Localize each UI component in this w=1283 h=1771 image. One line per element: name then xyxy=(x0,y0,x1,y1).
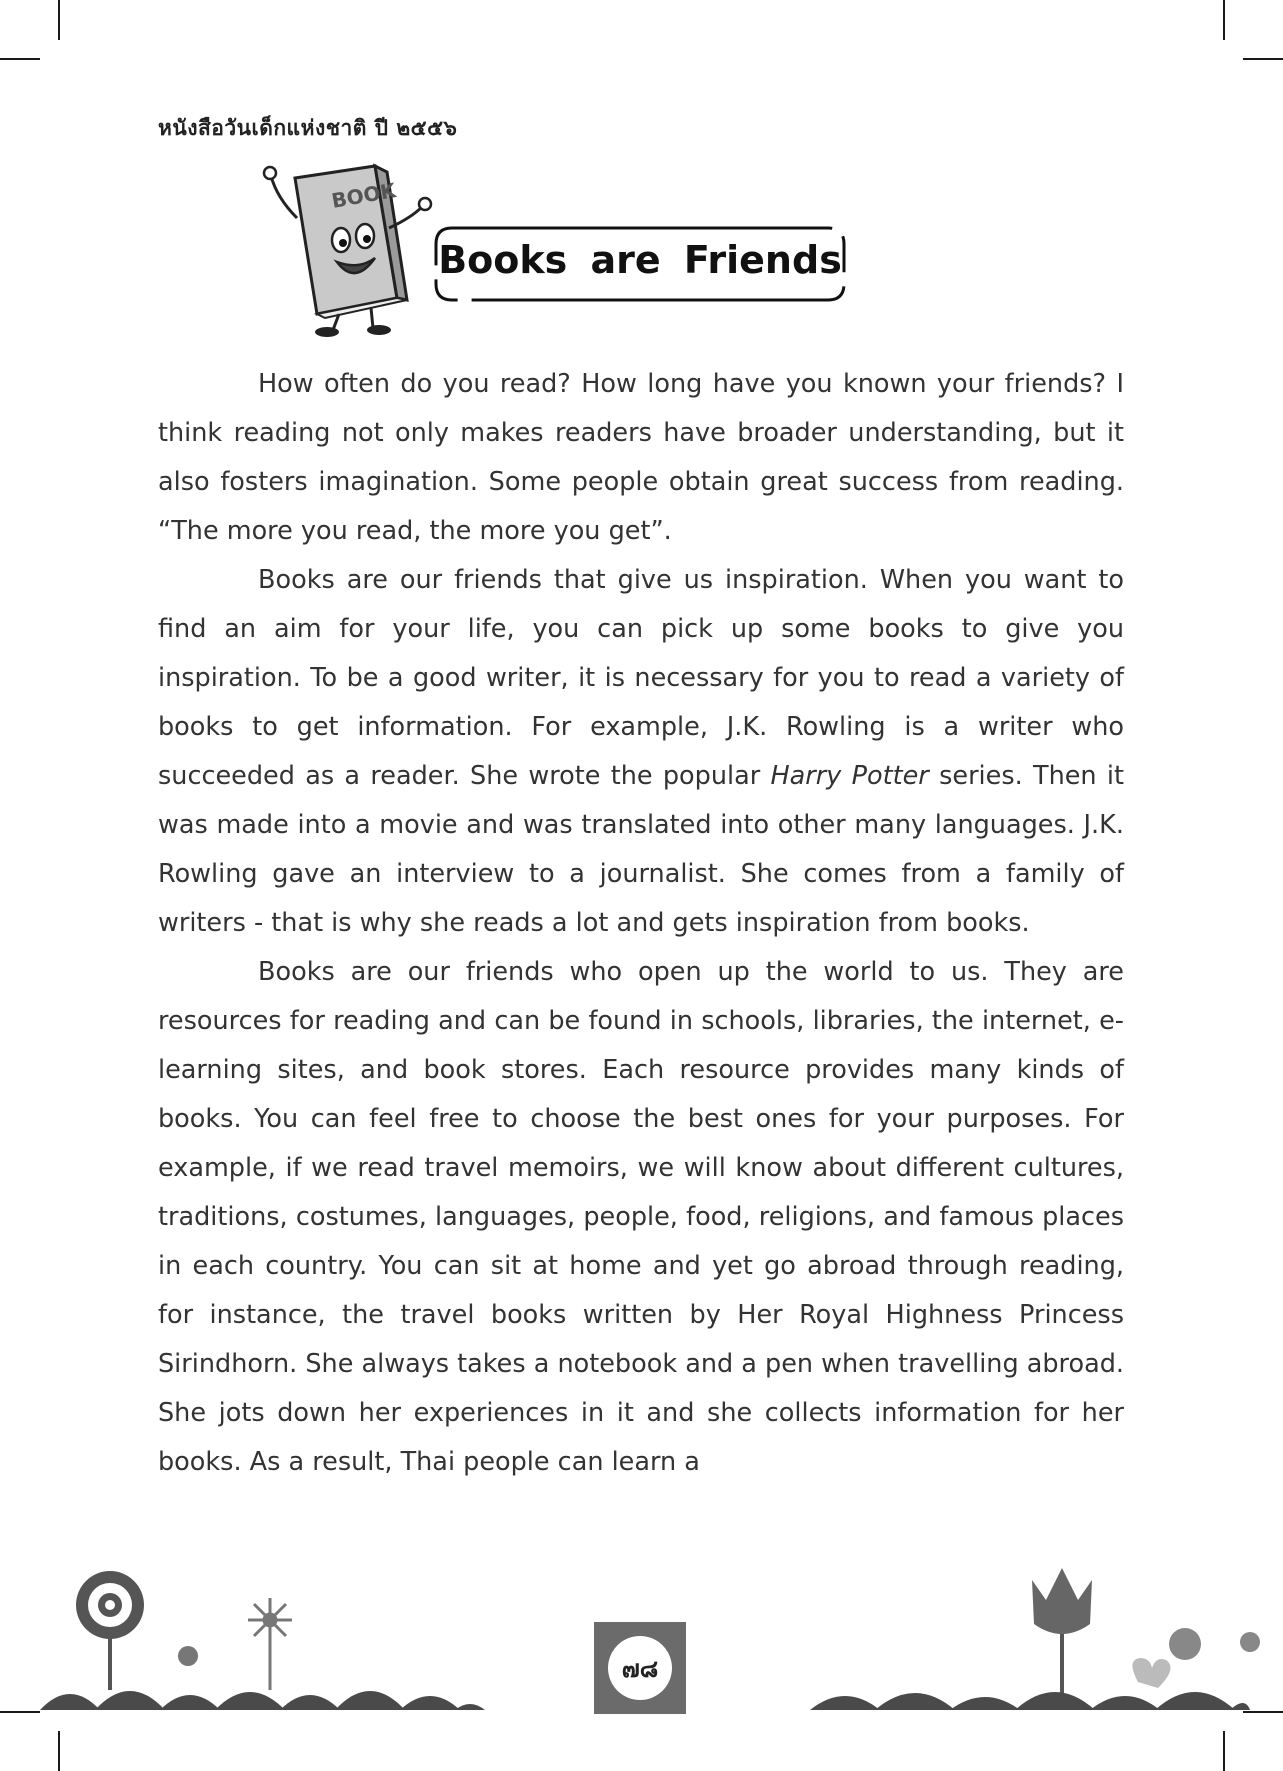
tulip-icon xyxy=(1032,1568,1092,1700)
crop-mark-top-left-horizontal xyxy=(0,58,40,60)
running-header: หนังสือวันเด็กแห่งชาติ ปี ๒๕๕๖ xyxy=(158,115,458,140)
paragraph-3 xyxy=(158,948,1124,1487)
article-body xyxy=(158,360,1124,1487)
hills-right-icon xyxy=(810,1692,1250,1710)
book-title-italic: Harry Potter xyxy=(770,761,929,791)
paragraph-2 xyxy=(158,556,1124,948)
dandelion-icon xyxy=(248,1598,292,1690)
heart-icon xyxy=(1132,1658,1170,1688)
flower-left-icon xyxy=(76,1571,144,1690)
page-number: ๗๘ xyxy=(608,1636,672,1700)
paragraph-2-text: Books are our friends that give us inspiration. When you want to find an aim for your life, you can pick up some books to give you inspiration. To be a good writer, it is necessary for you to read a variety of books to get information. For example, J.K. Rowling is a writer who succeeded as a reader. She wrote the popular xyxy=(158,565,1124,791)
book-cover-label: BOOK xyxy=(329,178,398,213)
paragraph-3-text: Books are our friends who open up the world to us. They are resources for reading and can be found in schools, libraries, the internet, e-learning sites, and book stores. Each resource provides many kinds of books. You can feel free to choose the best ones for your purposes. For example, if we read travel memoirs, we will know about different cultures, traditions, costumes, languages, people, food, religions, and famous places in each country. You can sit at home and yet go abroad through reading, for instance, the travel books written by Her Royal Highness Princess Sirindhorn. She always takes a notebook and a pen when travelling abroad. She jots down her experiences in it and she collects information for her books. As a result, Thai people can learn a xyxy=(158,957,1124,1477)
page-title: Books are Friends xyxy=(438,238,842,282)
crop-mark-top-left-vertical xyxy=(58,0,60,40)
book-mascot-icon xyxy=(255,158,445,338)
paragraph-1 xyxy=(158,360,1124,556)
paragraph-1-text: How often do you read? How long have you known your friends? I think reading not only makes readers have broader understanding, but it also fosters imagination. Some people obtain great success from reading. “The more you read, the more you get”. xyxy=(158,369,1124,546)
crop-mark-top-right-horizontal xyxy=(1243,58,1283,60)
page-number-box xyxy=(594,1622,686,1714)
hills-left-icon xyxy=(40,1691,485,1710)
paragraph-2-text-end: series. Then it was made into a movie and was translated into other many languages. J.K. Rowling gave an interview to a journalist. She comes from a family of writers - that is why she reads a lot and gets inspiration from books. xyxy=(158,761,1124,938)
crop-mark-top-right-vertical xyxy=(1223,0,1225,40)
dot-large-icon xyxy=(1169,1628,1201,1660)
dot-icon xyxy=(178,1646,198,1666)
dot-edge-icon xyxy=(1240,1632,1260,1652)
